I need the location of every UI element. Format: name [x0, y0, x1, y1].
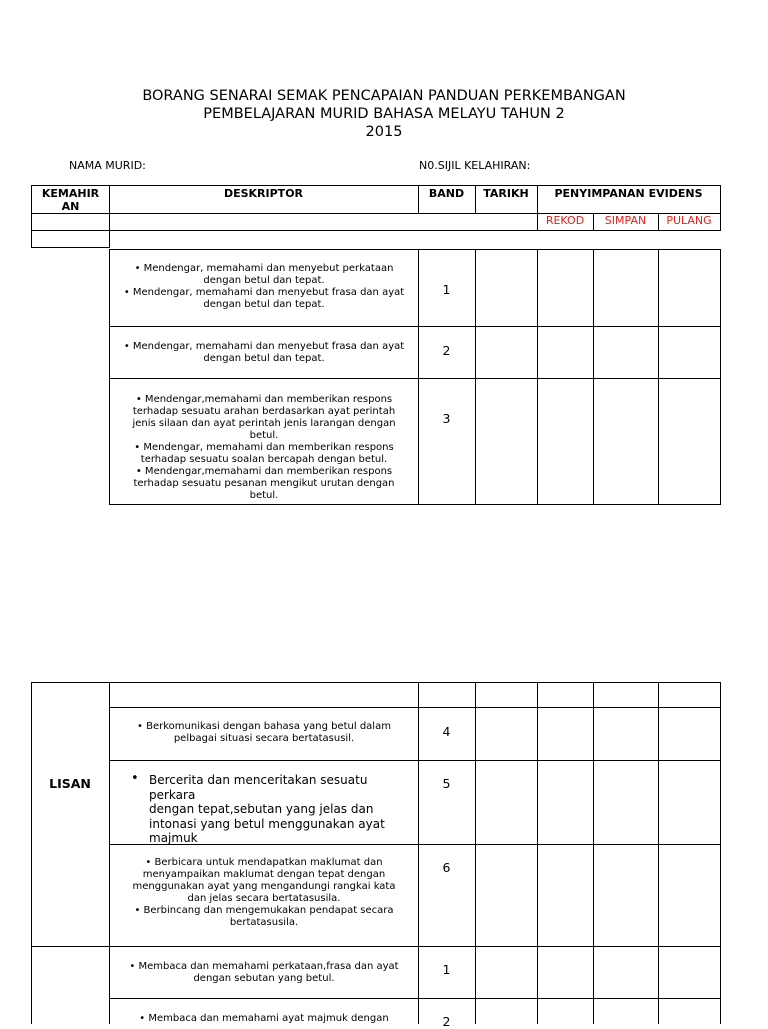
header-simpan: SIMPAN — [604, 214, 647, 227]
band-row-4: 4 — [442, 724, 451, 739]
descriptor-row-7: • Membaca dan memahami perkataan,frasa dan ayat dengan sebutan yang betul. — [129, 961, 399, 984]
descriptor-row-4: • Berkomunikasi dengan bahasa yang betul dalam pelbagai situasi secara bertatasusil. — [137, 721, 391, 744]
descriptor-row-1: • Mendengar, memahami dan menyebut perkataan dengan betul dan tepat. • Mendengar, memahami dan menyebut frasa dan ayat dengan betul dan tepat. — [123, 263, 405, 310]
band-row-7: 1 — [442, 962, 451, 977]
header-tarikh: TARIKH — [483, 187, 529, 200]
descriptor-row-6: • Berbicara untuk mendapatkan maklumat dan menyampaikan maklumat dengan tepat dengan menggunakan ayat yang mengandungi rangkai kata dan jelas secara bertatasusila. • Berbincang dan mengemukakan pendapat secara bertatasusila. — [132, 857, 396, 928]
band-row-5: 5 — [442, 776, 451, 791]
bullet-row-5: • — [131, 771, 139, 786]
nama-murid-label: NAMA MURID: — [69, 159, 146, 172]
title-line-3: 2015 — [365, 124, 403, 140]
page-title — [0, 87, 768, 141]
descriptor-row-8: • Membaca dan memahami ayat majmuk dengan — [139, 1013, 389, 1024]
title-line-2: PEMBELAJARAN MURID BAHASA MELAYU TAHUN 2 — [203, 106, 565, 122]
header-kemahiran: KEMAHIR AN — [41, 187, 100, 213]
title-line-1: BORANG SENARAI SEMAK PENCAPAIAN PANDUAN PERKEMBANGAN — [142, 88, 626, 104]
band-row-6: 6 — [442, 860, 451, 875]
header-deskriptor: DESKRIPTOR — [223, 187, 304, 200]
descriptor-row-5: Bercerita dan menceritakan sesuatu perkara dengan tepat,sebutan yang jelas dan intonasi yang betul menggunakan ayat majmuk — [149, 773, 385, 845]
header-evidens: PENYIMPANAN EVIDENS — [554, 187, 703, 200]
descriptor-row-3: • Mendengar,memahami dan memberikan respons terhadap sesuatu arahan berdasarkan ayat perintah jenis silaan dan ayat perintah jenis larangan dengan betul. • Mendengar, memahami dan memberikan respons terhadap sesuatu soalan bercapah dengan betul. • Mendengar,memahami dan memberikan respons terhadap sesuatu pesanan mengikut urutan dengan betul. — [132, 394, 396, 501]
header-band: BAND — [428, 187, 465, 200]
header-rekod: REKOD — [545, 214, 585, 227]
descriptor-row-2: • Mendengar, memahami dan menyebut frasa dan ayat dengan betul dan tepat. — [123, 341, 405, 364]
no-sijil-label: N0.SIJIL KELAHIRAN: — [419, 159, 531, 172]
band-row-2: 2 — [442, 343, 451, 358]
band-row-1: 1 — [442, 282, 451, 297]
band-row-3: 3 — [442, 411, 451, 426]
section-lisan-label: LISAN — [49, 776, 91, 791]
header-pulang: PULANG — [666, 214, 712, 227]
band-row-8: 2 — [442, 1014, 451, 1029]
